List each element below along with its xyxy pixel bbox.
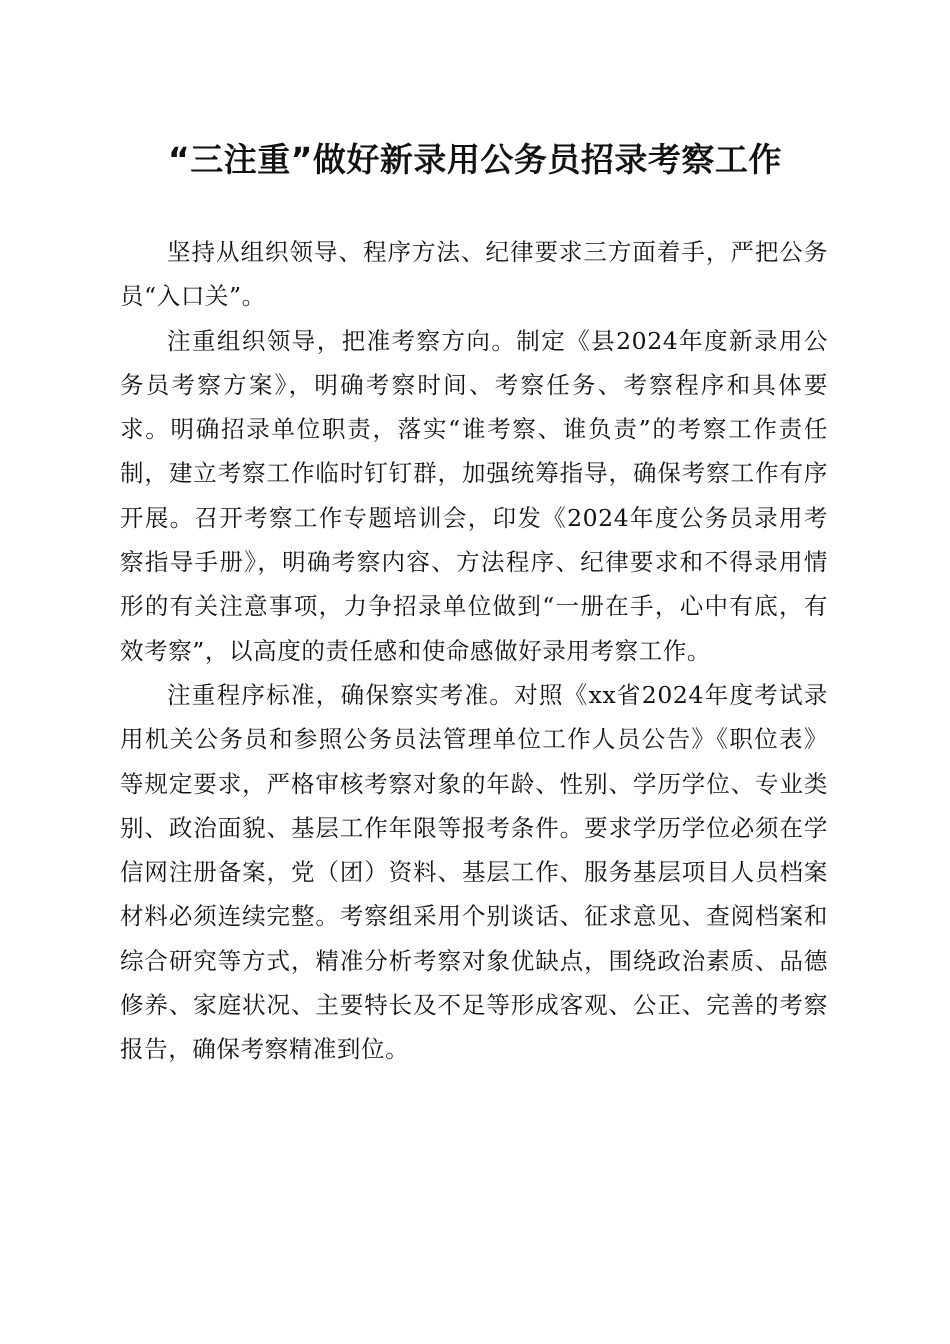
document-body [120,230,828,1072]
paragraph-procedure-standards: 注重程序标准，确保察实考准。对照《xx省2024年度考试录用机关公务员和参照公务员法管理单位工作人员公告》《职位表》等规定要求，严格审核考察对象的年龄、性别、学历学位、专业类别、政治面貌、基层工作年限等报考条件。要求学历学位必须在学信网注册备案，党（团）资料、基层工作、服务基层项目人员档案材料必须连续完整。考察组采用个别谈话、征求意见、查阅档案和综合研究等方式，精准分析考察对象优缺点，围绕政治素质、品德修养、家庭状况、主要特长及不足等形成客观、公正、完善的考察报告，确保考察精准到位。 [120,680,828,1064]
document-title: “三注重”做好新录用公务员招录考察工作 [168,140,782,179]
paragraph-intro: 坚持从组织领导、程序方法、纪律要求三方面着手，严把公务员“入口关”。 [120,238,828,311]
paragraph-organization-leadership: 注重组织领导，把准考察方向。制定《县2024年度新录用公务员考察方案》，明确考察时间、考察任务、考察程序和具体要求。明确招录单位职责，落实“谁考察、谁负责”的考察工作责任制，建立考察工作临时钉钉群，加强统筹指导，确保考察工作有序开展。召开考察工作专题培训会，印发《2024年度公务员录用考察指导手册》，明确考察内容、方法程序、纪律要求和不得录用情形的有关注意事项，力争招录单位做到“一册在手，心中有底，有效考察”，以高度的责任感和使命感做好录用考察工作。 [120,326,828,665]
